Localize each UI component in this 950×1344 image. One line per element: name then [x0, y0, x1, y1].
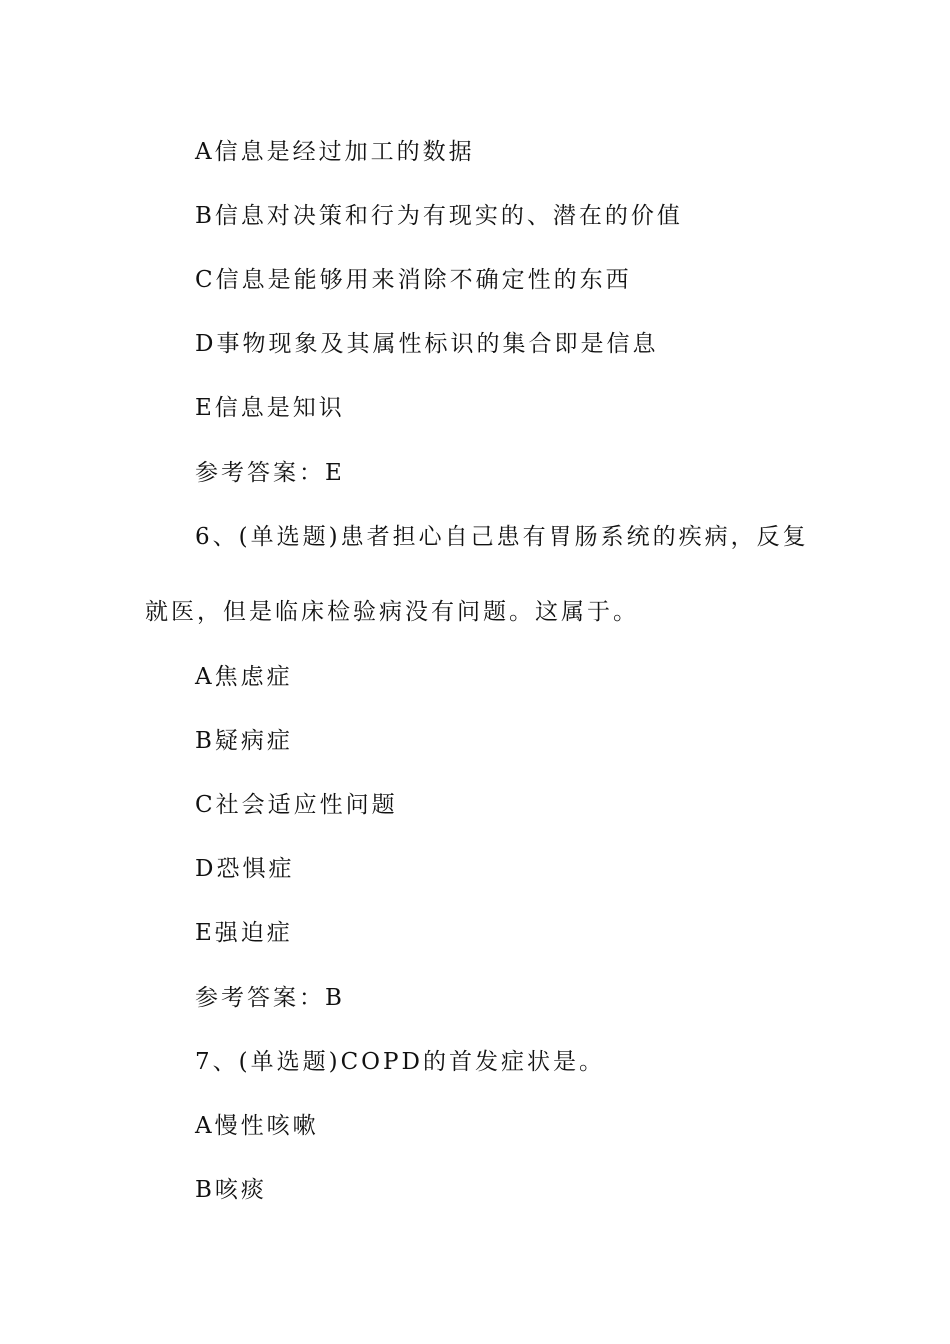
q5-option-d: D事物现象及其属性标识的集合即是信息 [195, 331, 659, 357]
q6-stem-line2: 就医，但是临床检验病没有问题。这属于。 [145, 599, 639, 625]
q6-option-c: C社会适应性问题 [195, 792, 398, 818]
q5-option-e: E信息是知识 [195, 395, 345, 421]
q6-option-d: D恐惧症 [195, 856, 295, 882]
q5-option-c: C信息是能够用来消除不确定性的东西 [195, 267, 632, 293]
q5-answer: 参考答案：E [195, 460, 345, 486]
q6-option-a: A焦虑症 [195, 664, 293, 690]
q5-option-a: A信息是经过加工的数据 [195, 139, 475, 165]
q6-answer: 参考答案：B [195, 985, 345, 1011]
q7-option-a: A慢性咳嗽 [195, 1113, 319, 1139]
q5-option-b: B信息对决策和行为有现实的、潜在的价值 [195, 203, 683, 229]
q6-option-e: E强迫症 [195, 920, 293, 946]
q6-option-b: B疑病症 [195, 728, 293, 754]
q7-stem: 7、(单选题)COPD的首发症状是。 [195, 1049, 605, 1075]
q6-stem-line1: 6、(单选题)患者担心自己患有胃肠系统的疾病，反复 [195, 524, 809, 550]
q7-option-b: B咳痰 [195, 1177, 267, 1203]
